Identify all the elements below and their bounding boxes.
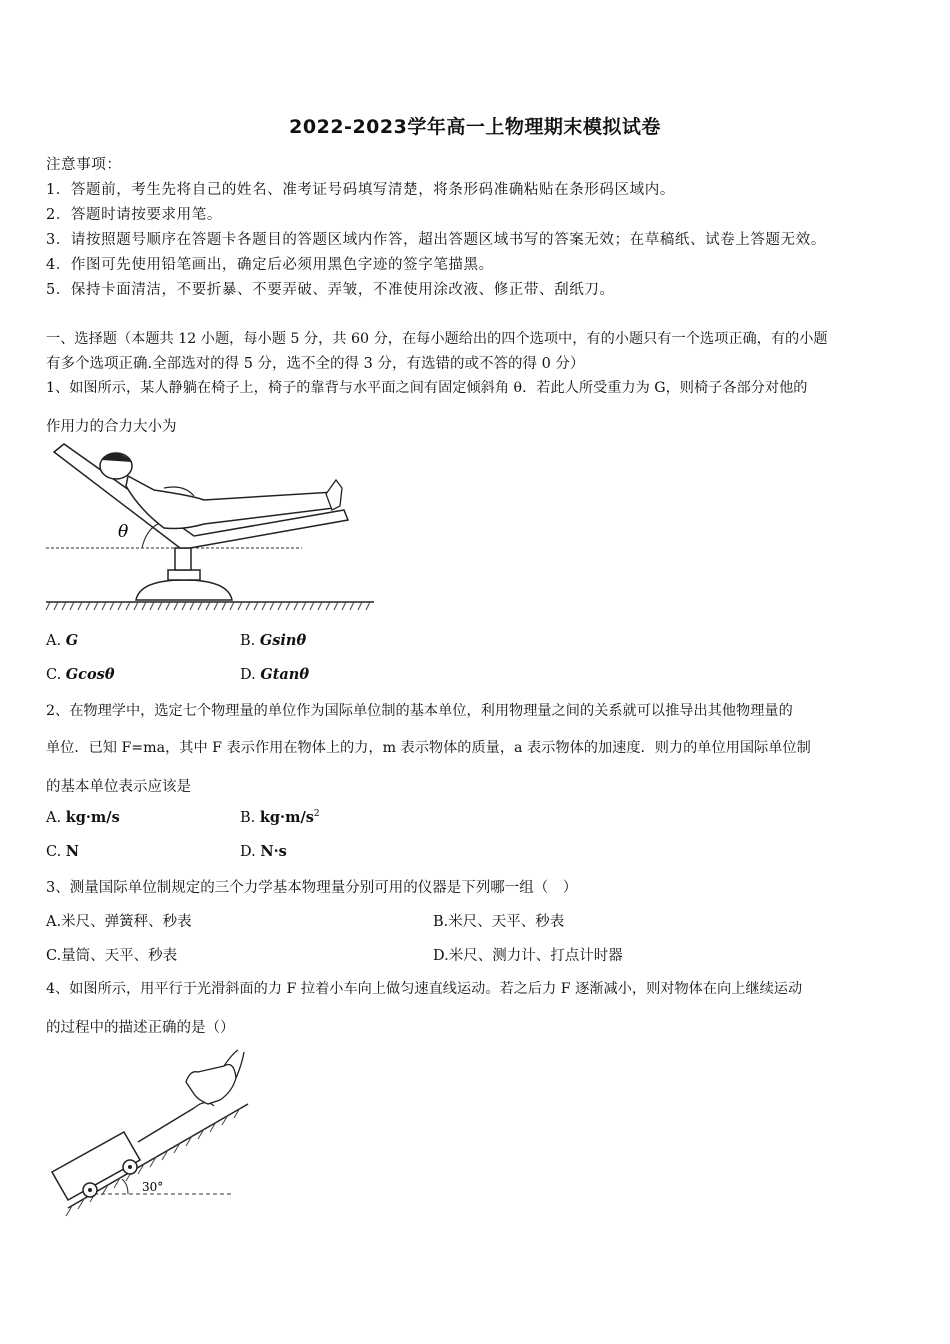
option-c[interactable] [46, 843, 79, 860]
question-1-text-cont: 作用力的合力大小为 [46, 419, 177, 435]
question-1-text: 1、如图所示，某人静躺在椅子上，椅子的靠背与水平面之间有固定倾斜角 θ．若此人所受重力为 G，则椅子各部分对他的 [46, 380, 808, 396]
option-text: kg·m/s [65, 809, 120, 826]
page-title: 2022-2023学年高一上物理期末模拟试卷 [289, 116, 661, 138]
option-b[interactable] [240, 809, 320, 826]
option-b[interactable] [240, 632, 306, 649]
option-d[interactable]: D.米尺、测力计、打点计时器 [433, 948, 623, 964]
option-a[interactable]: A.米尺、弹簧秤、秒表 [46, 914, 192, 930]
option-a[interactable] [46, 809, 120, 826]
question-3-text: 3、测量国际单位制规定的三个力学基本物理量分别可用的仪器是下列哪一组（ ） [46, 880, 578, 896]
incline-cart-figure [48, 1048, 258, 1220]
option-text: Gsinθ [259, 632, 307, 649]
question-4-text-cont: 的过程中的描述正确的是（） [46, 1020, 235, 1036]
reclining-chair-figure [44, 440, 379, 612]
question-2-text-cont: 单位．已知 F=ma，其中 F 表示作用在物体上的力，m 表示物体的质量，a 表示物体的加速度．则力的单位用国际单位制 [46, 740, 811, 756]
option-letter: A. [46, 633, 62, 649]
angle-label: 30° [142, 1180, 164, 1194]
section-instructions-cont: 有多个选项正确.全部选对的得 5 分，选不全的得 3 分，有选错的或不答的得 0 分） [46, 356, 585, 372]
option-c[interactable]: C.量筒、天平、秒表 [46, 948, 178, 964]
option-text: Gtanθ [260, 666, 310, 683]
option-text: G [65, 632, 79, 649]
option-letter: B. [240, 810, 256, 826]
notice-item: 1．答题前，考生先将自己的姓名、准考证号码填写清楚，将条形码准确粘贴在条形码区域内。 [46, 182, 675, 198]
section-instructions: 一、选择题（本题共 12 小题，每小题 5 分，共 60 分，在每小题给出的四个选项中，有的小题只有一个选项正确，有的小题 [46, 331, 828, 347]
option-d[interactable] [240, 666, 309, 683]
option-text: kg·m/s [259, 809, 314, 826]
theta-label: θ [118, 522, 129, 542]
option-b[interactable]: B.米尺、天平、秒表 [433, 914, 565, 930]
notice-heading: 注意事项： [46, 157, 122, 173]
option-letter: D. [240, 844, 256, 860]
option-letter: D. [240, 667, 256, 683]
superscript: 2 [313, 809, 320, 820]
question-2-text-cont: 的基本单位表示应该是 [46, 779, 191, 795]
option-text: Gcosθ [65, 666, 115, 683]
notice-item: 5．保持卡面清洁，不要折暴、不要弄破、弄皱，不准使用涂改液、修正带、刮纸刀。 [46, 282, 615, 298]
option-letter: B. [240, 633, 256, 649]
option-a[interactable] [46, 632, 78, 649]
option-letter: C. [46, 844, 62, 860]
notice-item: 4．作图可先使用铅笔画出，确定后必须用黑色字迹的签字笔描黑。 [46, 257, 494, 273]
question-4-text: 4、如图所示，用平行于光滑斜面的力 F 拉着小车向上做匀速直线运动。若之后力 F 逐渐减小，则对物体在向上继续运动 [46, 981, 803, 997]
question-2-text: 2、在物理学中，选定七个物理量的单位作为国际单位制的基本单位，利用物理量之间的关系就可以推导出其他物理量的 [46, 703, 793, 719]
option-letter: A. [46, 810, 62, 826]
option-text: N·s [260, 843, 287, 860]
notice-item: 2．答题时请按要求用笔。 [46, 207, 222, 223]
option-letter: C. [46, 667, 62, 683]
option-c[interactable] [46, 666, 115, 683]
notice-item: 3．请按照题号顺序在答题卡各题目的答题区域内作答，超出答题区域书写的答案无效；在草稿纸、试卷上答题无效。 [46, 232, 826, 248]
option-text: N [65, 843, 80, 860]
option-d[interactable] [240, 843, 287, 860]
